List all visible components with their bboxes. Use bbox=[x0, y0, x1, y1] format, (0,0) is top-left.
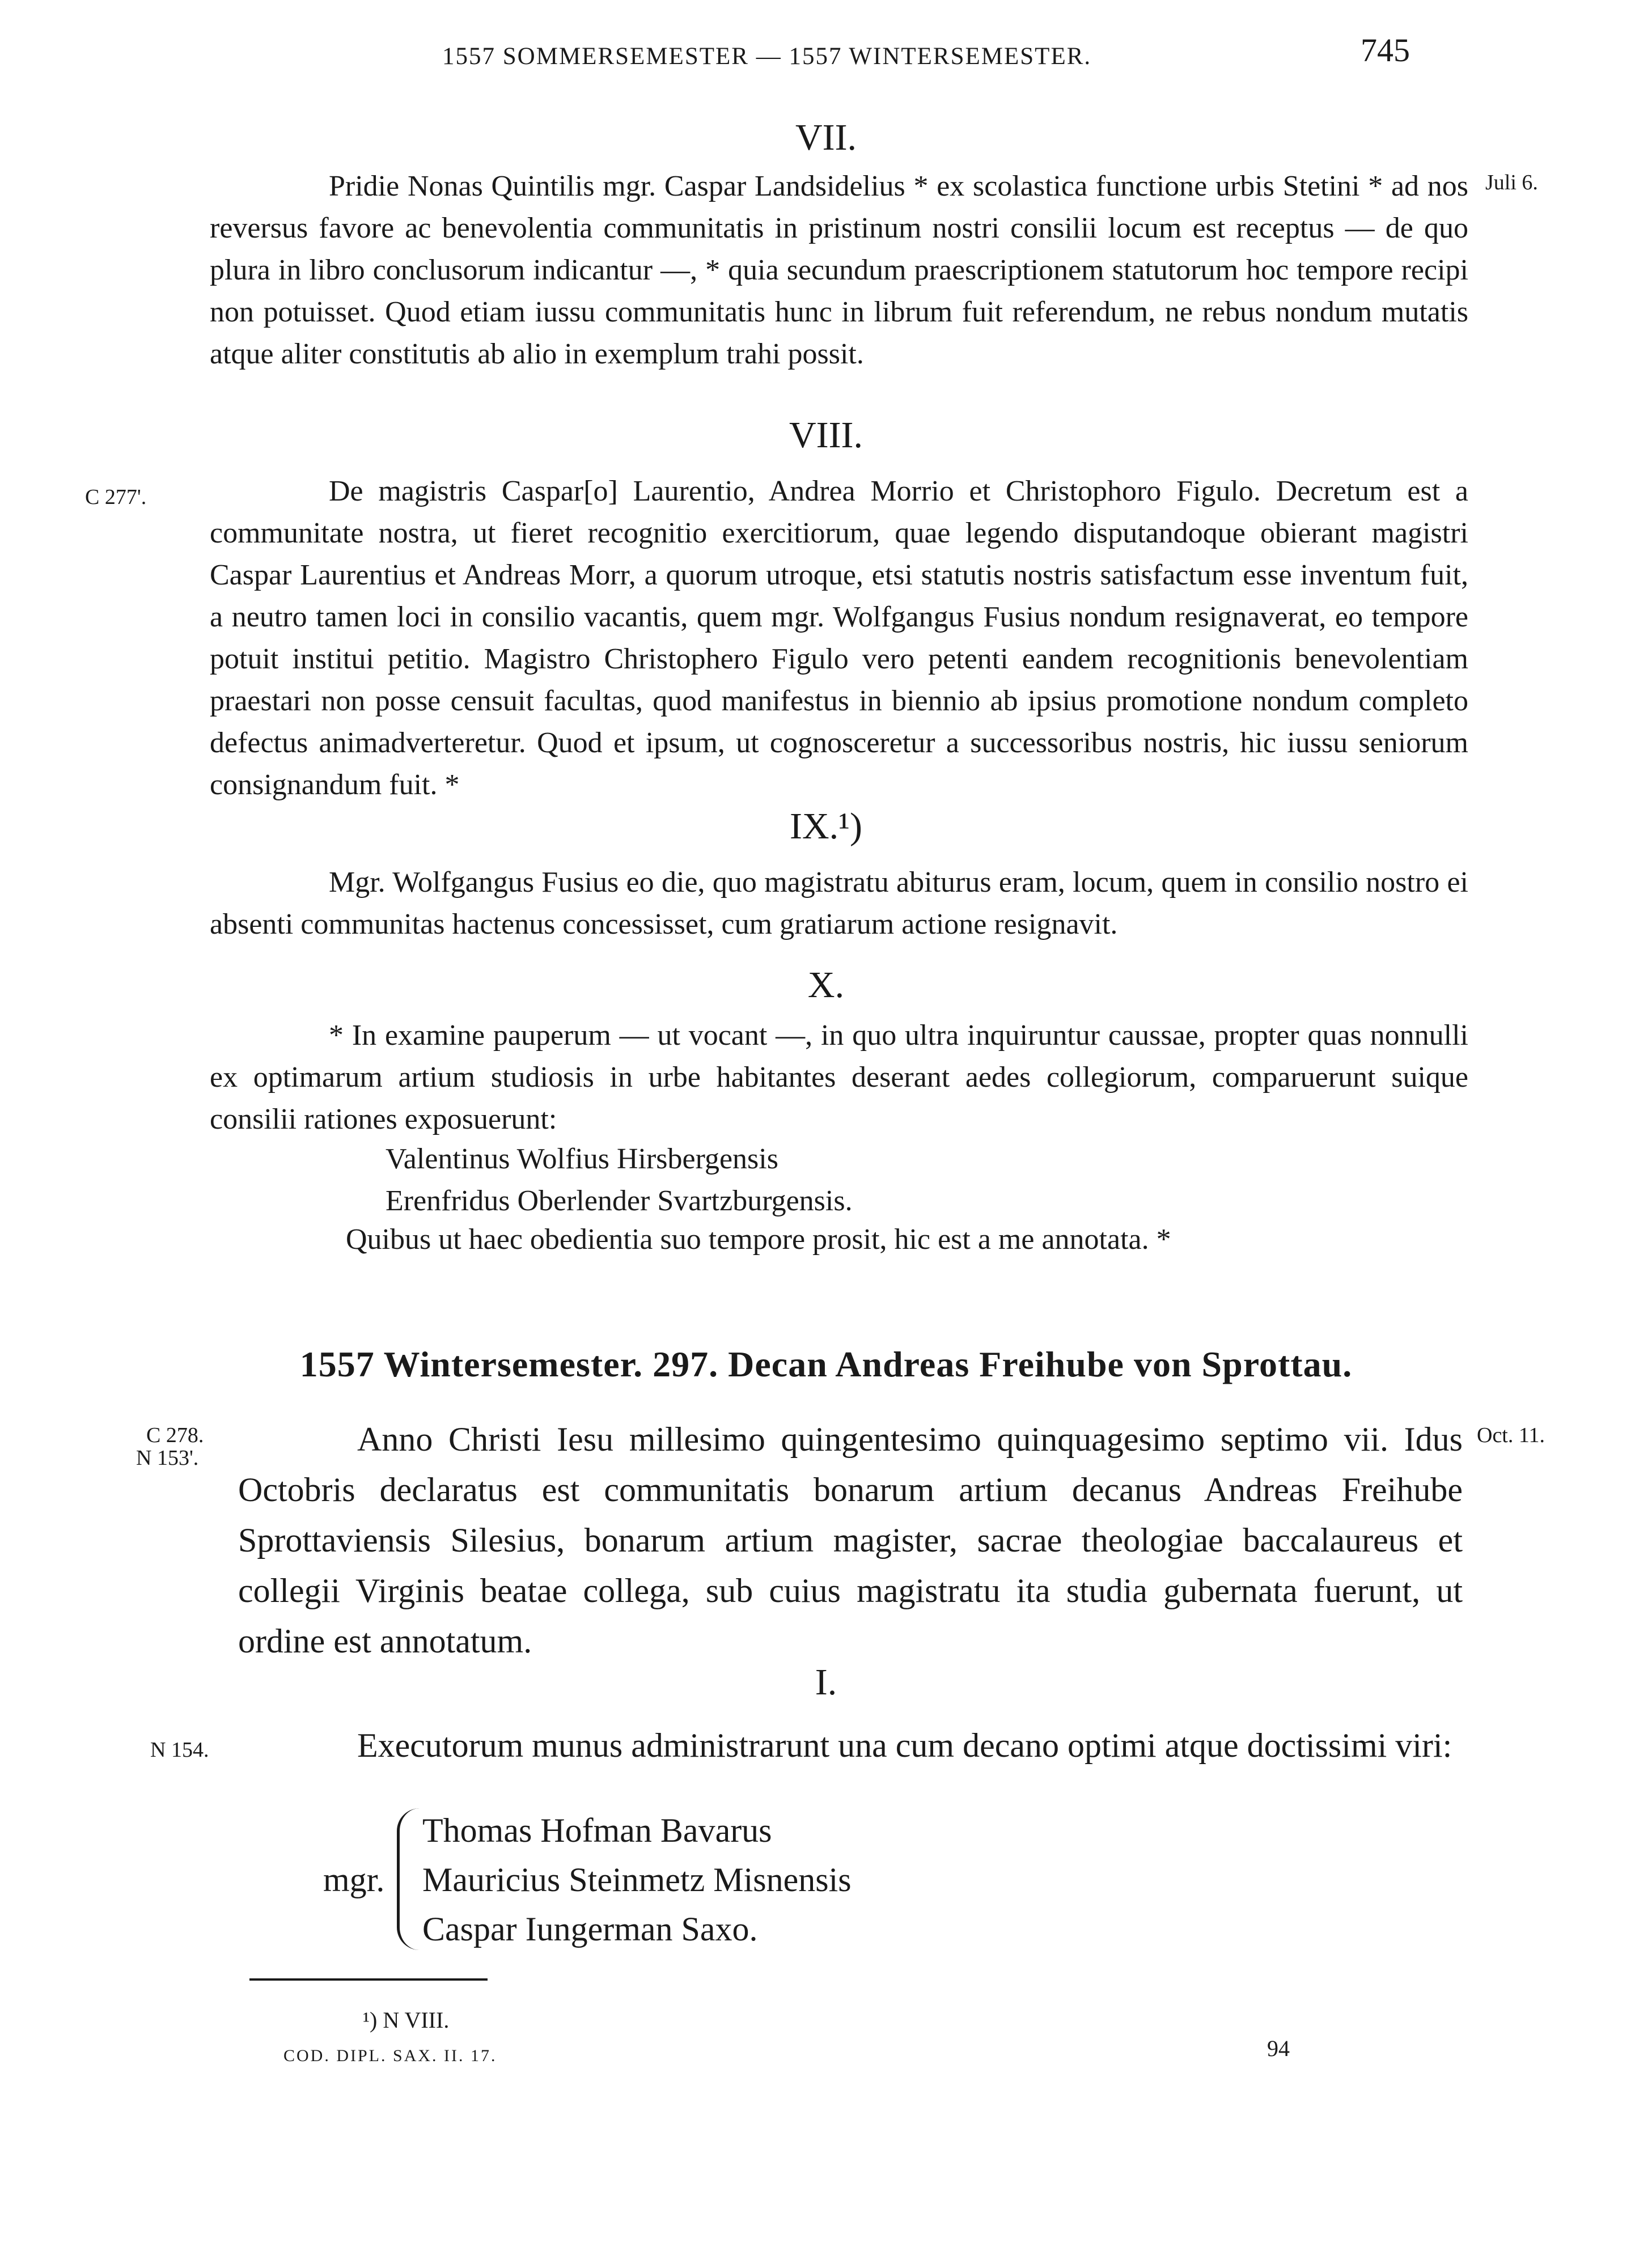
brace-icon bbox=[397, 1808, 420, 1950]
list-item: Mauricius Steinmetz Misnensis bbox=[422, 1861, 852, 1898]
running-title: 1557 SOMMERSEMESTER — 1557 WINTERSEMESTER. bbox=[442, 43, 1092, 70]
margin-ref-c278: C 278. bbox=[146, 1423, 204, 1447]
margin-date-oct: Oct. 11. bbox=[1477, 1423, 1545, 1447]
list-item: Caspar Iungerman Saxo. bbox=[422, 1910, 758, 1948]
section-heading-i: I. bbox=[815, 1661, 837, 1703]
section-text-i: Executorum munus administrarunt una cum decano optimi atque doctissimi viri: bbox=[357, 1727, 1452, 1764]
section-heading-x: X. bbox=[807, 964, 845, 1006]
semester-text: Anno Christi Iesu millesimo quingentesimo quinquagesimo septimo vii. Idus Octobris declaratus est communitatis bonarum artium decanus Andreas Freihube Sprottaviensis Silesius, bonarum artium magister, sacrae theologiae baccalaureus et collegii Virginis beatae collega, sub cuius magistratu ita studia gubernata fuerunt, ut ordine est annotatum. bbox=[238, 1421, 1463, 1660]
section-heading-vii: VII. bbox=[795, 117, 857, 158]
section-text-x: * In examine pauperum — ut vocant —, in quo ultra inquiruntur caussae, propter quas nonnulli ex optimarum artium studiosis in urbe habitantes deserant aedes collegiorum, comparuerunt suique consilii rationes exposuerunt: bbox=[210, 1019, 1468, 1135]
section-heading-ix: IX.¹) bbox=[790, 806, 862, 847]
list-item: Erenfridus Oberlender Svartzburgensis. bbox=[386, 1185, 853, 1217]
executor-prefix: mgr. bbox=[323, 1861, 385, 1898]
section-text-vii: Pridie Nonas Quintilis mgr. Caspar Landsidelius * ex scolastica functione urbis Stetini * ad nos reversus favore ac benevolentia communitatis in pristinum nostri consilii locum est receptus — de quo plura in libro conclusorum indicantur —, * quia secundum praescriptionem statutorum hoc tempore recipi non potuisset. Quod etiam iussu communitatis hunc in librum fuit referendum, ne rebus nondum mutatis atque aliter constitutis ab alio in exemplum trahi possit. bbox=[210, 170, 1468, 370]
footnote-rule bbox=[249, 1978, 488, 1981]
page-number: 745 bbox=[1361, 32, 1410, 69]
margin-ref-n153: N 153'. bbox=[136, 1446, 199, 1470]
list-item: Thomas Hofman Bavarus bbox=[422, 1812, 772, 1849]
source-note: COD. DIPL. SAX. II. 17. bbox=[283, 2046, 497, 2065]
section-text-ix: Mgr. Wolfgangus Fusius eo die, quo magistratu abiturus eram, locum, quem in consilio nostro ei absenti communitas hactenus concessisset, cum gratiarum actione resignavit. bbox=[210, 866, 1468, 940]
list-item: Valentinus Wolfius Hirsbergensis bbox=[386, 1143, 778, 1175]
signature-mark: 94 bbox=[1267, 2036, 1290, 2061]
margin-ref-viii: C 277'. bbox=[85, 485, 147, 509]
footnote: ¹) N VIII. bbox=[363, 2007, 450, 2033]
section-closing-x: Quibus ut haec obedientia suo tempore prosit, hic est a me annotata. * bbox=[346, 1223, 1171, 1256]
section-text-viii: De magistris Caspar[o] Laurentio, Andrea Morrio et Christophoro Figulo. Decretum est a communitate nostra, ut fieret recognitio exercitiorum, quae legendo disputandoque obierant magistri Caspar Laurentius et Andreas Morr, a quorum utroque, etsi statutis nostris satisfactum esse inventum fuit, a neutro tamen loci in consilio vacantis, quem mgr. Wolfgangus Fusius nondum resignaverat, eo tempore potuit institui petitio. Magistro Christophero Figulo vero petenti eandem recognitionis benevolentiam praestari non posse censuit facultas, quod manifestus in biennio ab ipsius promotione nondum completo defectus animadverteretur. Quod et ipsum, ut cognosceretur a successoribus nostris, hic iussu seniorum consignandum fuit. * bbox=[210, 475, 1468, 801]
margin-ref-n154: N 154. bbox=[150, 1738, 209, 1762]
margin-date-vii: Juli 6. bbox=[1485, 171, 1538, 194]
section-heading-viii: VIII. bbox=[789, 414, 863, 456]
semester-title: 1557 Wintersemester. 297. Decan Andreas Freihube von Sprottau. bbox=[299, 1344, 1353, 1384]
